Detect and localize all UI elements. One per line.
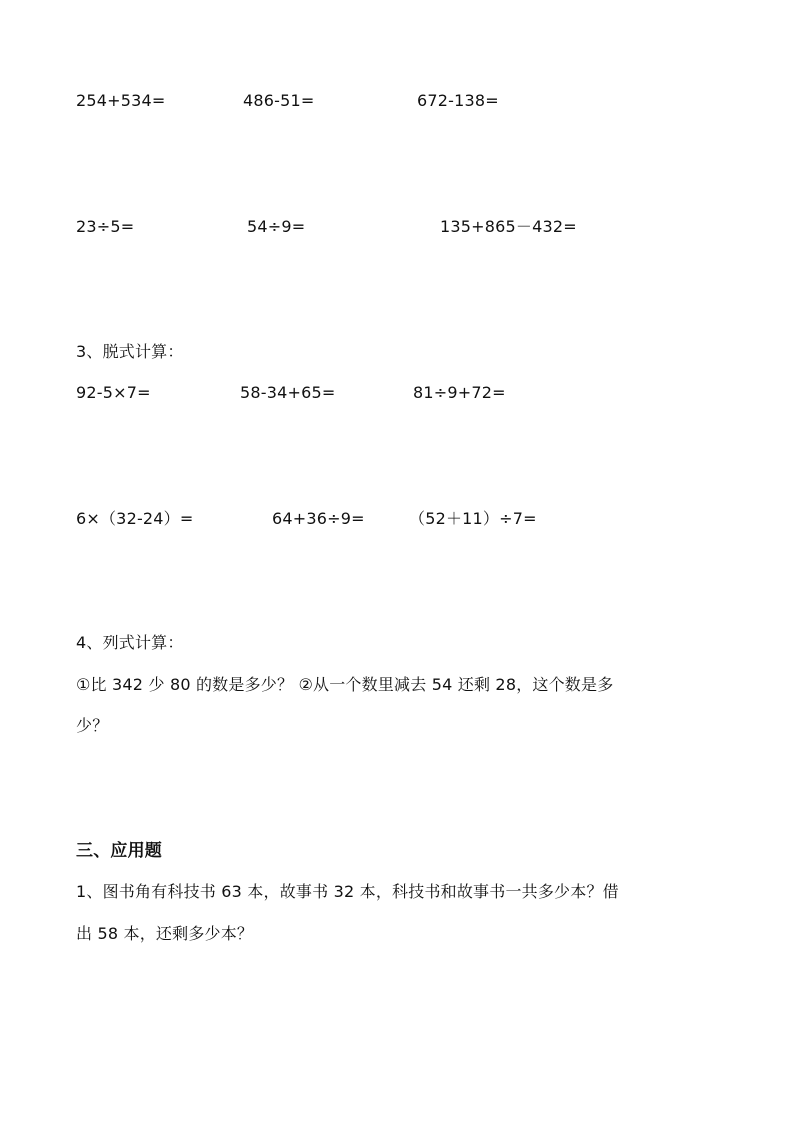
- expr-672-minus-138: 672-138=: [417, 91, 499, 110]
- expr-135-plus-865-minus-432: 135+865－432=: [440, 217, 577, 236]
- expr-254-plus-534: 254+534=: [76, 91, 166, 110]
- expr-54-div-9: 54÷9=: [247, 217, 306, 236]
- expr-52-plus-11-div-7: （52＋11）÷7=: [409, 509, 537, 528]
- part4-question-line-1: ①比 342 少 80 的数是多少？ ②从一个数里减去 54 还剩 28，这个数是多: [76, 675, 614, 694]
- expr-92-minus-5x7: 92-5×7=: [76, 383, 151, 402]
- part4-title: 4、列式计算：: [76, 633, 184, 652]
- expr-81-div-9-plus-72: 81÷9+72=: [413, 383, 506, 402]
- expr-6x-32-24: 6×（32-24）=: [76, 509, 194, 528]
- expr-64-plus-36-div-9: 64+36÷9=: [272, 509, 365, 528]
- part3-title: 3、脱式计算：: [76, 342, 184, 361]
- section3-title: 三、应用题: [76, 841, 162, 861]
- expr-23-div-5: 23÷5=: [76, 217, 135, 236]
- expr-58-34-65: 58-34+65=: [240, 383, 336, 402]
- part4-question-line-2: 少？: [76, 716, 109, 735]
- section3-q1-line-2: 出 58 本，还剩多少本？: [76, 924, 254, 943]
- expr-486-minus-51: 486-51=: [243, 91, 315, 110]
- section3-q1-line-1: 1、图书角有科技书 63 本，故事书 32 本，科技书和故事书一共多少本？借: [76, 882, 619, 901]
